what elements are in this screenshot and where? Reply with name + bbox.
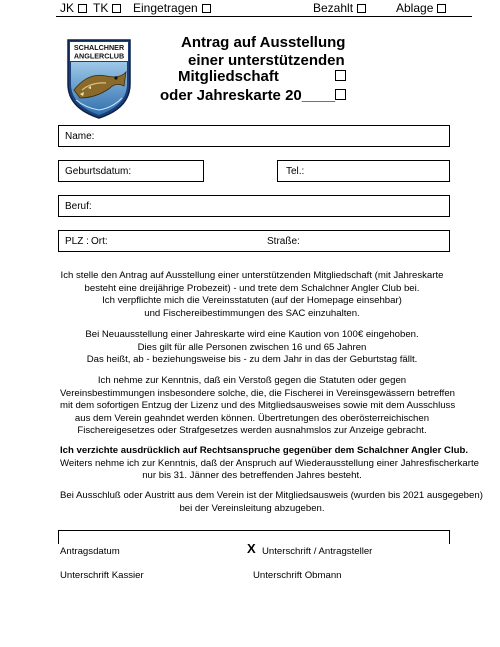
- paragraph-exclusion: [60, 490, 483, 515]
- text-line: Bei Neuausstellung einer Jahreskarte wird eine Kaution von 100€ eingehoben.: [85, 329, 419, 340]
- text-line: Bei Ausschluß oder Austritt aus dem Verein ist der Mitgliedsausweis (wurden bis 2021 ausgegeben): [60, 490, 483, 501]
- signature-x-mark: X: [247, 541, 256, 556]
- membership-checkbox[interactable]: [335, 70, 346, 81]
- signature-left-tick: [58, 530, 59, 544]
- bezahlt-checkbox[interactable]: [357, 4, 366, 13]
- text-line: Dies gilt für alle Personen zwischen 16 und 65 Jahren: [137, 341, 367, 353]
- jk-checkbox[interactable]: [78, 4, 87, 13]
- occupation-label: Beruf:: [65, 201, 92, 212]
- text-line: Vereinsbestimmungen insbesondere solche, die, die Fischerei in Vereinsgewässern betreffen: [60, 387, 455, 399]
- birthdate-field[interactable]: [58, 160, 204, 182]
- text-line: nur bis 31. Jänner des betreffenden Jahres besteht.: [142, 470, 362, 481]
- eingetragen-checkbox[interactable]: [202, 4, 211, 13]
- annual-card-checkbox[interactable]: [335, 89, 346, 100]
- text-line: besteht eine dreijährige Probezeit) - und trete dem Schalchner Angler Club bei.: [84, 282, 420, 294]
- street-label: Straße:: [267, 236, 300, 247]
- jk-item[interactable]: [60, 2, 87, 15]
- signature-top-rule: [58, 530, 450, 531]
- paragraph-violations: [60, 375, 456, 438]
- ablage-item[interactable]: [396, 2, 446, 15]
- applicant-signature-label[interactable]: Unterschrift / Antragsteller: [262, 546, 373, 557]
- text-line: Fischereigesetzes oder Strafgesetzes werden ausnahmslos zur Anzeige gebracht.: [77, 425, 427, 436]
- phone-field[interactable]: [277, 160, 450, 182]
- tk-checkbox[interactable]: [112, 4, 121, 13]
- text-line: Weiters nehme ich zur Kenntnis, daß der Anspruch auf Wiederausstellung einer Jahresfischerkarte: [60, 457, 479, 469]
- signature-right-tick: [449, 530, 450, 544]
- tk-label: TK: [93, 1, 109, 15]
- ablage-checkbox[interactable]: [437, 4, 446, 13]
- bezahlt-item[interactable]: [313, 2, 366, 15]
- text-line: Ich nehme zur Kenntnis, daß ein Verstoß gegen die Statuten oder gegen: [97, 375, 407, 386]
- text-line: und Fischereibestimmungen des SAC einzuhalten.: [144, 307, 360, 319]
- text-line: bei der Vereinsleitung abzugeben.: [179, 502, 325, 514]
- option-annual-card-label: oder Jahreskarte 20____: [160, 87, 336, 104]
- office-use-bar: [0, 0, 500, 22]
- eingetragen-label: Eingetragen: [133, 1, 198, 15]
- waiver-bold-line: Ich verzichte ausdrücklich auf Rechtsanspruche gegenüber dem Schalchner Angler Club.: [60, 445, 469, 456]
- text-line: mit dem sofortigen Entzug der Lizenz und des Mitgliedsausweises sowie mit dem Ausschluss: [60, 400, 456, 411]
- phone-label: Tel.:: [286, 166, 305, 177]
- jk-label: JK: [60, 1, 75, 15]
- title-line-2: einer unterstützenden: [188, 52, 345, 69]
- text-line: Ich stelle den Antrag auf Ausstellung einer unterstützenden Mitgliedschaft (mit Jahreskarte: [60, 270, 444, 281]
- paragraph-waiver: [60, 445, 479, 483]
- text-line: aus dem Verein geahndet werden können. Übertretungen des oberösterreichischen: [74, 412, 430, 424]
- paragraph-application: [60, 270, 444, 320]
- club-logo: [66, 38, 132, 120]
- application-date-label: Antragsdatum: [60, 546, 120, 557]
- chairman-signature-label[interactable]: Unterschrift Obmann: [253, 570, 342, 581]
- ablage-label: Ablage: [396, 1, 434, 15]
- treasurer-signature-label[interactable]: Unterschrift Kassier: [60, 570, 144, 581]
- paragraph-deposit: [60, 329, 444, 367]
- name-label: Name:: [65, 131, 95, 142]
- occupation-field[interactable]: [58, 195, 450, 217]
- title-line-1: Antrag auf Ausstellung: [181, 34, 346, 51]
- tk-item[interactable]: [93, 2, 121, 15]
- logo-text-bottom: ANGLERCLUB: [73, 51, 125, 61]
- plz-label: PLZ :: [65, 236, 89, 247]
- birthdate-label: Geburtsdatum:: [65, 166, 132, 177]
- logo-text-top: SCHALCHNER: [73, 43, 125, 52]
- city-label: Ort:: [91, 236, 108, 247]
- bezahlt-label: Bezahlt: [313, 1, 354, 15]
- eingetragen-item[interactable]: [133, 2, 211, 15]
- address-field[interactable]: [58, 230, 450, 252]
- option-membership-label: Mitgliedschaft: [178, 68, 279, 85]
- text-line: Ich verpflichte mich die Vereinsstatuten (auf der Homepage einsehbar): [102, 295, 402, 306]
- header-divider: [56, 16, 472, 17]
- name-field[interactable]: [58, 125, 450, 147]
- text-line: Das heißt, ab - beziehungsweise bis - zu dem Jahr in das der Geburtstag fällt.: [86, 354, 418, 365]
